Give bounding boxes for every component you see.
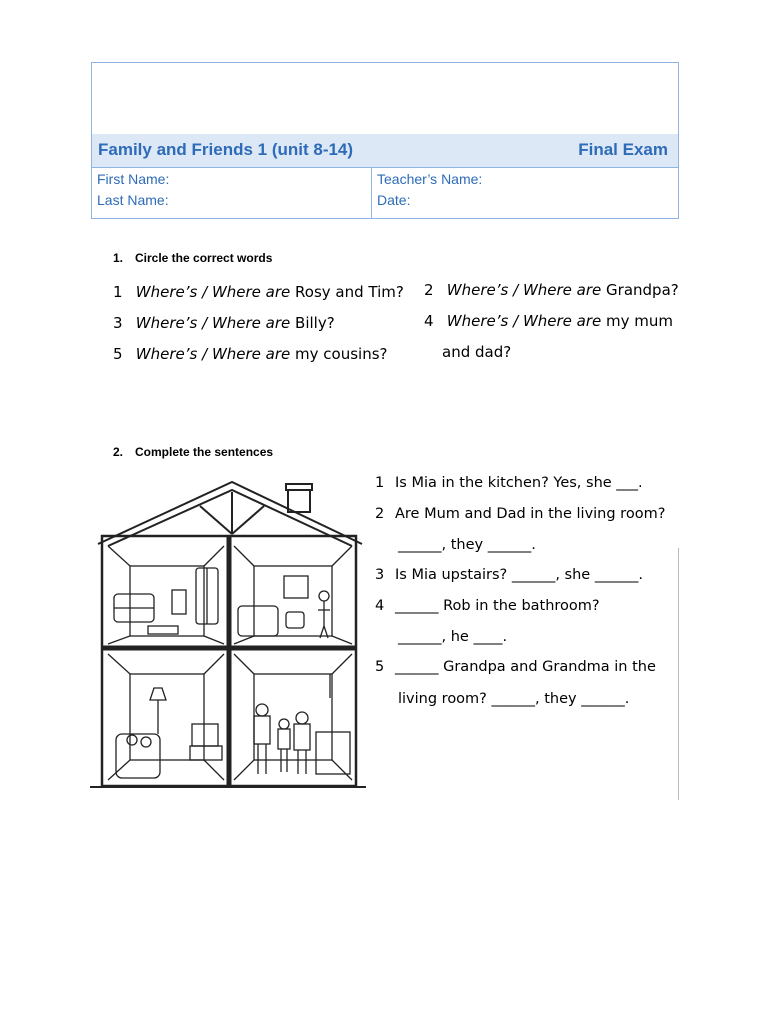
question-5 <box>113 345 388 363</box>
question-3 <box>113 314 335 332</box>
header-blank-area <box>92 63 678 135</box>
option-where-are[interactable]: Where are <box>522 312 602 330</box>
question-text: Rosy and Tim? <box>295 283 404 301</box>
question-number: 4 <box>424 312 434 330</box>
sentence-number: 4 <box>375 598 385 614</box>
living-room <box>108 654 224 780</box>
house-illustration <box>90 478 366 792</box>
kitchen <box>234 654 352 780</box>
exercise-2-title: Complete the sentences <box>135 445 274 459</box>
header-title-row <box>92 134 678 168</box>
question-4-continued: and dad? <box>442 343 512 361</box>
question-2 <box>424 281 679 299</box>
question-number: 2 <box>424 281 434 299</box>
date-field[interactable]: Date: <box>377 192 411 208</box>
option-where-are[interactable]: Where are <box>522 281 602 299</box>
sentence-text[interactable]: Is Mia upstairs? ______, she ______. <box>395 567 643 583</box>
sentence-number: 1 <box>375 475 385 491</box>
exercise-1-title: Circle the correct words <box>135 251 273 265</box>
question-number: 1 <box>113 283 123 301</box>
question-number: 3 <box>113 314 123 332</box>
sentence-4 <box>375 598 600 614</box>
roof-beam <box>200 506 232 534</box>
bedroom <box>108 546 224 644</box>
exam-header-table <box>91 62 679 219</box>
exam-type: Final Exam <box>578 140 668 159</box>
last-name-field[interactable]: Last Name: <box>97 192 169 208</box>
exercise-1-number: 1. <box>113 251 124 265</box>
option-wheres[interactable]: Where’s / <box>135 314 208 332</box>
sentence-text: Are Mum and Dad in the living room? <box>395 506 666 522</box>
sentence-5-continued[interactable]: living room? ______, they ______. <box>398 691 630 707</box>
teacher-name-field[interactable]: Teacher’s Name: <box>377 171 483 187</box>
scan-edge-line <box>678 548 679 800</box>
question-text: my mum <box>606 312 674 330</box>
roof-beam <box>232 506 264 534</box>
sentence-1 <box>375 475 643 491</box>
option-where-are[interactable]: Where are <box>211 345 291 363</box>
question-text: my cousins? <box>295 345 388 363</box>
question-text: Grandpa? <box>606 281 679 299</box>
chimney <box>288 490 310 512</box>
option-wheres[interactable]: Where’s / <box>135 283 208 301</box>
sentence-text[interactable]: Is Mia in the kitchen? Yes, she ___. <box>395 475 643 491</box>
option-wheres[interactable]: Where’s / <box>446 281 519 299</box>
sentence-number: 2 <box>375 506 385 522</box>
option-where-are[interactable]: Where are <box>211 283 291 301</box>
sentence-text[interactable]: ______ Grandpa and Grandma in the <box>395 659 656 675</box>
exercise-2-heading <box>113 445 273 459</box>
exercise-2-number: 2. <box>113 445 124 459</box>
option-where-are[interactable]: Where are <box>211 314 291 332</box>
sentence-5 <box>375 659 656 675</box>
exam-title: Family and Friends 1 (unit 8-14) <box>98 140 354 159</box>
header-fields <box>92 167 678 218</box>
sentence-2 <box>375 506 665 522</box>
student-fields <box>92 167 372 218</box>
sentence-number: 5 <box>375 659 385 675</box>
option-wheres[interactable]: Where’s / <box>446 312 519 330</box>
question-4 <box>424 312 673 330</box>
question-text: Billy? <box>295 314 335 332</box>
teacher-fields <box>372 167 678 218</box>
first-name-field[interactable]: First Name: <box>97 171 170 187</box>
sentence-number: 3 <box>375 567 385 583</box>
bathroom <box>234 546 352 644</box>
sentence-text[interactable]: ______ Rob in the bathroom? <box>395 598 600 614</box>
sentence-2-answer[interactable]: ______, they ______. <box>398 537 536 553</box>
question-1 <box>113 283 404 301</box>
sentence-3 <box>375 567 643 583</box>
chimney-top <box>286 484 312 490</box>
sentence-4-answer[interactable]: ______, he ____. <box>398 629 508 645</box>
question-number: 5 <box>113 345 123 363</box>
option-wheres[interactable]: Where’s / <box>135 345 208 363</box>
exercise-1-heading <box>113 251 272 265</box>
